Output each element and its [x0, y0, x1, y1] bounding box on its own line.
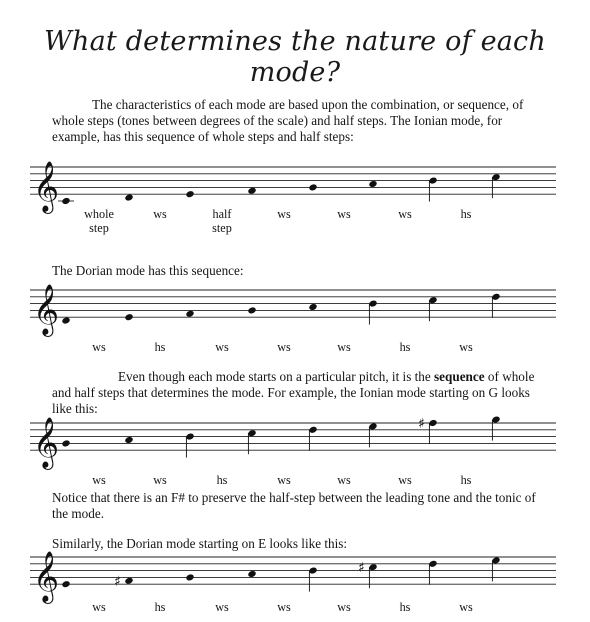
- step-label: hs: [216, 473, 228, 487]
- note-head: [185, 310, 194, 318]
- step-label: hs: [399, 600, 411, 614]
- note-head: [124, 313, 133, 321]
- step-label: ws: [92, 600, 106, 614]
- step-label: hs: [154, 600, 166, 614]
- step-label: ws: [459, 600, 473, 614]
- step-label: ws: [153, 473, 167, 487]
- note-head: [124, 577, 133, 585]
- step-label: ws: [398, 473, 412, 487]
- note-head: [247, 306, 256, 314]
- note-head: [185, 573, 194, 581]
- sharp-icon: ♯: [418, 416, 425, 432]
- step-label: ws: [92, 340, 106, 354]
- note-head: [368, 180, 377, 188]
- treble-clef-icon: 𝄞: [33, 284, 60, 336]
- step-label: ws: [337, 600, 351, 614]
- step-label: ws: [215, 340, 229, 354]
- step-label: ws: [277, 473, 291, 487]
- note-head: [124, 436, 133, 444]
- step-label: hs: [460, 207, 472, 221]
- similarly-text: Similarly, the Dorian mode starting on E looks like this:: [52, 536, 348, 551]
- step-label: ws: [337, 340, 351, 354]
- page-title: What determines the nature of each mode?: [44, 26, 546, 88]
- sequence-paragraph-end: of whole and half steps that determines the mode. For example, the Ionian mode starting on G looks like this:: [52, 369, 535, 416]
- step-label: ws: [153, 207, 167, 221]
- note-head: [61, 316, 70, 324]
- step-label: hs: [154, 340, 166, 354]
- sequence-paragraph-start: Even though each mode starts on a particular pitch, it is the: [118, 369, 435, 384]
- step-label: half step: [212, 207, 232, 235]
- treble-clef-icon: 𝄞: [33, 551, 60, 603]
- step-label: whole step: [84, 207, 114, 235]
- step-label: hs: [399, 340, 411, 354]
- treble-clef-icon: 𝄞: [33, 417, 60, 469]
- step-label: ws: [215, 600, 229, 614]
- step-label: ws: [337, 473, 351, 487]
- step-label: hs: [460, 473, 472, 487]
- intro-paragraph: The characteristics of each mode are based upon the combination, or sequence, of whole steps (tones between degrees of the scale) and half steps. The Ionian mode, for example, has this sequence of whole steps and half steps:: [52, 97, 524, 144]
- note-head: [308, 303, 317, 311]
- note-head: [308, 183, 317, 191]
- note-head: [247, 187, 256, 195]
- step-label: ws: [277, 207, 291, 221]
- step-label: ws: [277, 340, 291, 354]
- note-head: [61, 439, 70, 447]
- dorian-intro-text: The Dorian mode has this sequence:: [52, 263, 244, 278]
- note-head: [61, 580, 70, 588]
- notice-paragraph: Notice that there is an F# to preserve the half-step between the leading tone and the tonic of the mode.: [52, 490, 536, 521]
- note-head: [124, 193, 133, 201]
- sharp-icon: ♯: [358, 560, 365, 577]
- note-head: [247, 570, 256, 578]
- step-label: ws: [398, 207, 412, 221]
- note-head: [61, 197, 70, 205]
- step-label: ws: [92, 473, 106, 487]
- sharp-icon: ♯: [114, 573, 121, 590]
- step-label: ws: [277, 600, 291, 614]
- treble-clef-icon: 𝄞: [33, 161, 60, 213]
- sequence-emphasis: sequence: [434, 369, 485, 384]
- step-label: ws: [337, 207, 351, 221]
- note-head: [185, 190, 194, 198]
- step-label: ws: [459, 340, 473, 354]
